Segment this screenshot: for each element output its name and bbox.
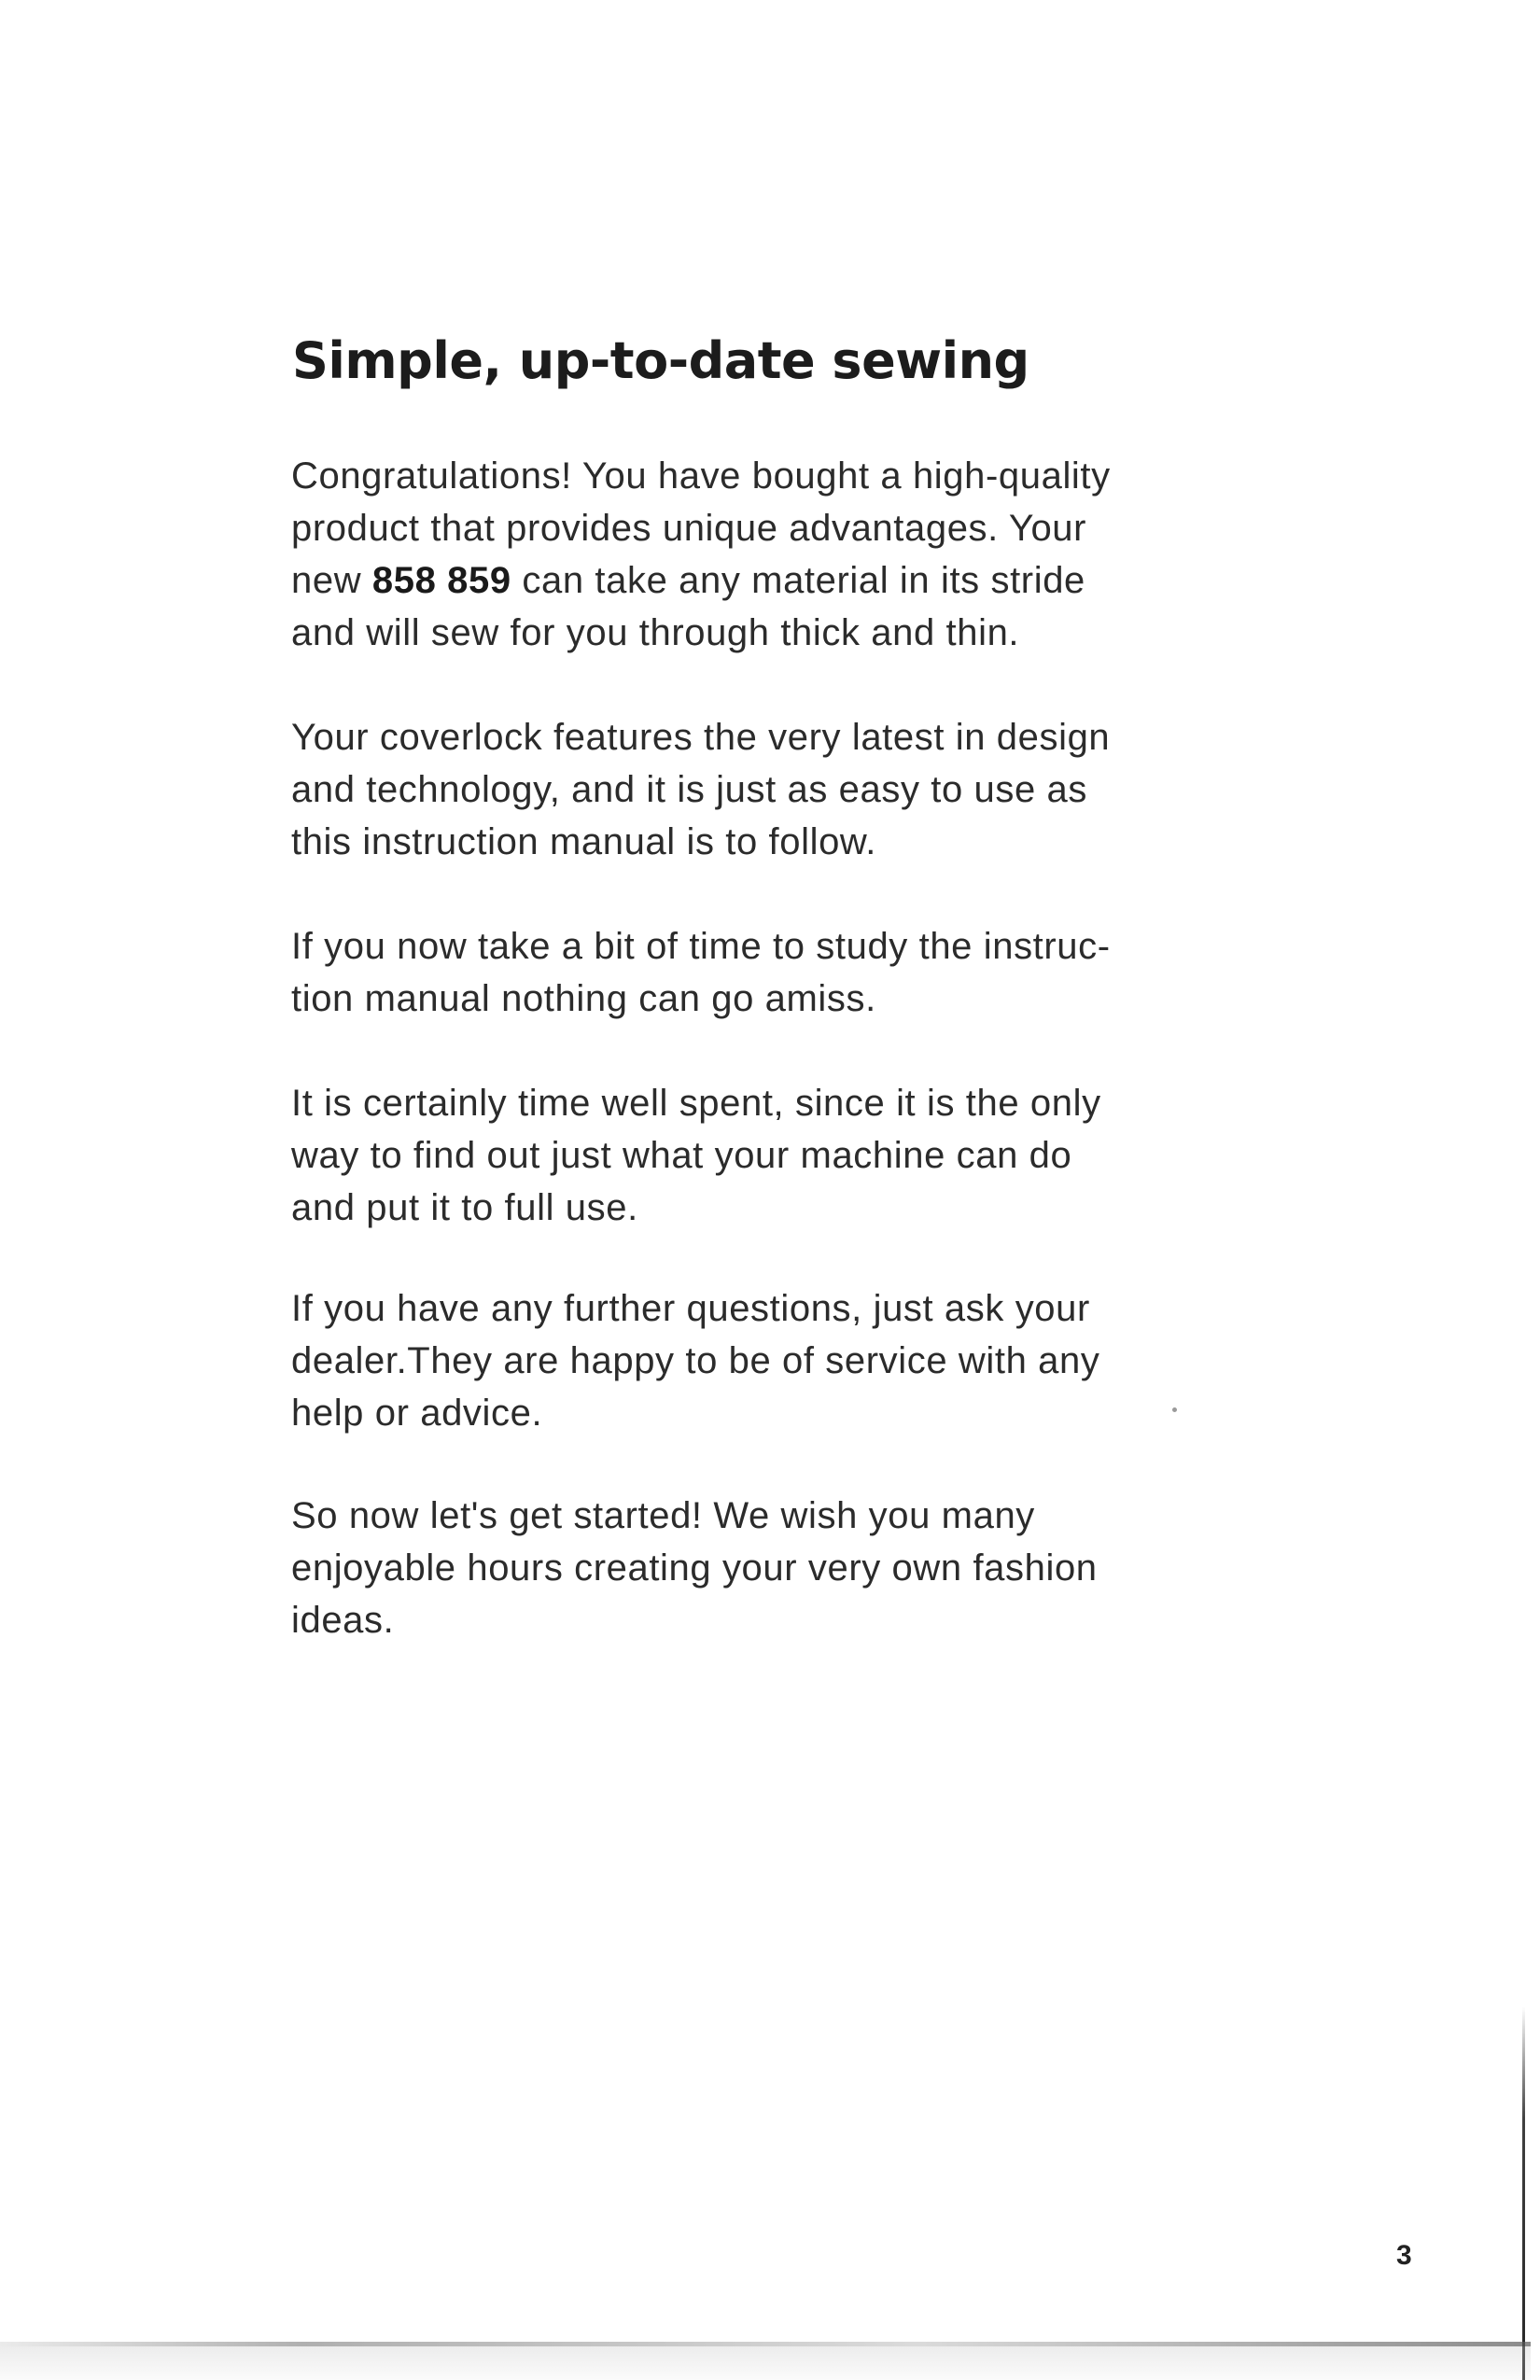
- text-line: dealer.They are happy to be of service with any: [291, 1340, 1100, 1381]
- paragraph-get-started: [291, 1490, 1262, 1646]
- text-line: ideas.: [291, 1600, 395, 1641]
- page-title: Simple, up-to-date sewing: [292, 331, 1029, 390]
- text-line: It is certainly time well spent, since it is the only: [291, 1083, 1101, 1124]
- scan-edge-bottom: [0, 2342, 1531, 2346]
- text-line: this instruction manual is to follow.: [291, 821, 876, 862]
- text-fragment: new: [291, 560, 372, 601]
- text-line: So now let's get started! We wish you many: [291, 1495, 1035, 1536]
- text-line: product that provides unique advantages. Your: [291, 508, 1087, 549]
- paragraph-ask-dealer: [291, 1282, 1262, 1439]
- text-line: If you now take a bit of time to study the instruc-: [291, 926, 1111, 967]
- text-line: help or advice.: [291, 1393, 543, 1434]
- text-line: If you have any further questions, just ask your: [291, 1288, 1090, 1329]
- text-line: and technology, and it is just as easy to use as: [291, 769, 1087, 810]
- paragraph-coverlock: [291, 711, 1262, 868]
- page-number: 3: [1396, 2240, 1412, 2271]
- text-line: tion manual nothing can go amiss.: [291, 978, 876, 1019]
- paragraph-congratulations: [291, 450, 1262, 659]
- text-line: way to find out just what your machine can do: [291, 1135, 1072, 1176]
- text-line: and will sew for you through thick and thin.: [291, 612, 1020, 653]
- scan-edge-right: [1522, 2007, 1525, 2380]
- text-line: enjoyable hours creating your very own fashion: [291, 1547, 1098, 1589]
- scan-speck: [1172, 1407, 1177, 1412]
- paragraph-time-well-spent: [291, 1077, 1262, 1234]
- paragraph-study-manual: [291, 920, 1262, 1025]
- text-line: Your coverlock features the very latest in design: [291, 717, 1111, 758]
- scan-edge-bottom-shade: [0, 2346, 1531, 2380]
- text-line: [291, 554, 1262, 607]
- model-number: 858 859: [371, 560, 511, 601]
- text-fragment: can take any material in its stride: [511, 560, 1085, 601]
- text-line: Congratulations! You have bought a high-quality: [291, 455, 1111, 497]
- text-line: and put it to full use.: [291, 1187, 638, 1228]
